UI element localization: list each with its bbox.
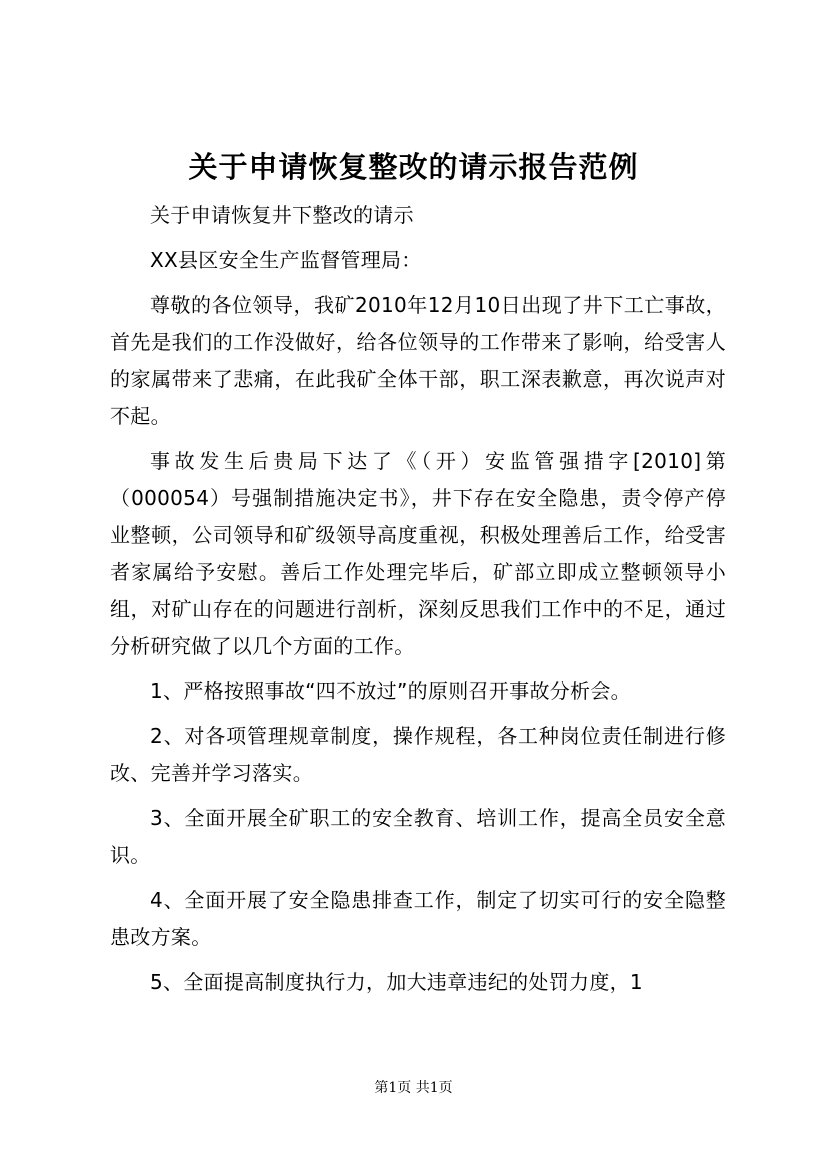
paragraph-addressee: XX县区安全生产监督管理局：: [150, 248, 422, 272]
paragraph-item-1: 1、严格按照事故“四不放过”的原则召开事故分析会。: [150, 679, 631, 703]
paragraph-apology: 尊敬的各位领导，我矿2010年12月10日出现了井下工亡事故，首先是我们的工作没做好，给各位领导的工作带来了影响，给受害人的家属带来了悲痛，在此我矿全体干部，职工深表歉意，再次说声对不起。: [110, 293, 726, 428]
paragraph-subject: 关于申请恢复井下整改的请示: [150, 203, 414, 227]
paragraph-item-4: 4、全面开展了安全隐患排查工作，制定了切实可行的安全隐整患改方案。: [110, 888, 726, 949]
paragraph-item-2: 2、对各项管理规章制度，操作规程，各工种岗位责任制进行修改、完善并学习落实。: [110, 724, 726, 785]
paragraph-rectification-background: 事故发生后贵局下达了《（开）安监管强措字[2010]第（000054）号强制措施决定书》，井下存在安全隐患，责令停产停业整顿，公司领导和矿级领导高度重视，积极处理善后工作，给受害者家属给予安慰。善后工作处理完毕后，矿部立即成立整顿领导小组，对矿山存在的问题进行剖析，深刻反思我们工作中的不足，通过分析研究做了以几个方面的工作。: [110, 449, 726, 658]
paragraph-item-5: 5、全面提高制度执行力，加大违章违纪的处罚力度，1: [150, 970, 643, 994]
document-title: 关于申请恢复整改的请示报告范例: [188, 150, 639, 184]
document-body: [110, 197, 726, 1009]
page-number-footer: 第1页 共1页: [374, 1080, 453, 1096]
paragraph-item-3: 3、全面开展全矿职工的安全教育、培训工作，提高全员安全意识。: [110, 806, 726, 867]
